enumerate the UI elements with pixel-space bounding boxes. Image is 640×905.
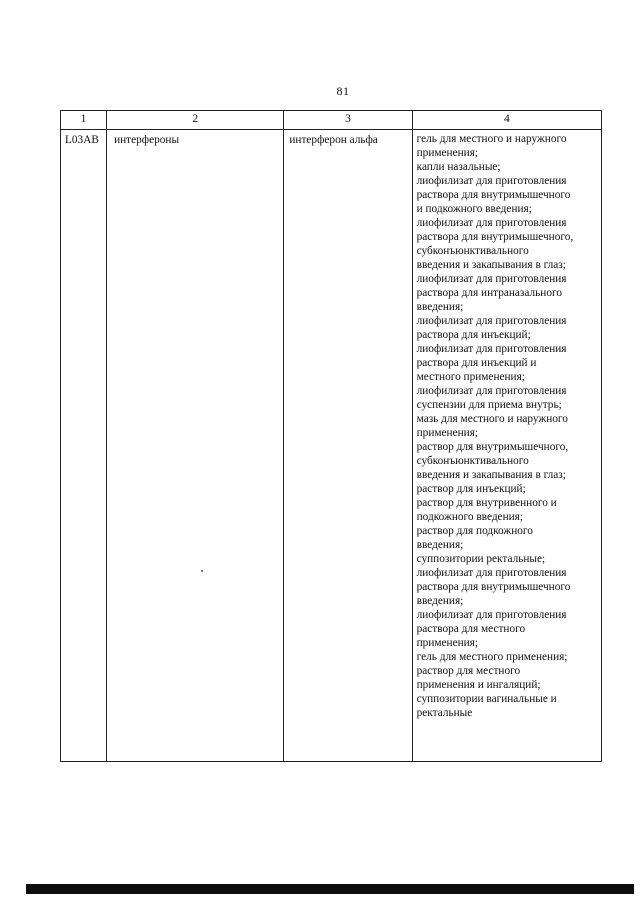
dosage-form-line: гель для местного и наружного: [416, 133, 567, 145]
dosage-form-line: лиофилизат для приготовления: [416, 175, 567, 187]
dosage-form-line: ректальные: [416, 707, 473, 719]
dosage-form-line: капли назальные;: [416, 161, 501, 173]
dosage-form-line: и подкожного введения;: [416, 203, 532, 215]
page-number: 81: [336, 84, 350, 98]
dosage-form-line: лиофилизат для приготовления: [416, 343, 567, 355]
dosage-form-line: суппозитории вагинальные и: [416, 693, 557, 705]
dosage-form-line: раствор для внутривенного и: [416, 497, 557, 509]
dosage-forms-cell: [412, 130, 601, 762]
column-header-3: 3: [284, 111, 412, 130]
dosage-form-line: применения и ингаляций;: [416, 679, 541, 691]
dosage-form-line: раствор для внутримышечного,: [416, 441, 569, 453]
dosage-form-line: лиофилизат для приготовления: [416, 273, 567, 285]
dosage-form-line: местного применения;: [416, 371, 525, 383]
dosage-form-line: субконъюнктивального: [416, 455, 529, 467]
dosage-form-line: раствора для внутримышечного: [416, 581, 571, 593]
dosage-form-line: раствора для инъекций и: [416, 357, 537, 369]
dosage-form-line: подкожного введения;: [416, 511, 524, 523]
dosage-form-line: применения;: [416, 427, 479, 439]
dosage-form-line: лиофилизат для приготовления: [416, 609, 567, 621]
dosage-form-line: субконъюнктивального: [416, 245, 529, 257]
column-header-4: 4: [412, 111, 601, 130]
dosage-form-line: раствора для местного: [416, 623, 526, 635]
dosage-form-line: лиофилизат для приготовления: [416, 385, 567, 397]
column-header-2: 2: [107, 111, 284, 130]
dosage-form-line: суспензии для приема внутрь;: [416, 399, 562, 411]
dosage-form-line: лиофилизат для приготовления: [416, 315, 567, 327]
dosage-form-line: лиофилизат для приготовления: [416, 567, 567, 579]
dosage-form-line: введения;: [416, 301, 464, 313]
dosage-form-line: введения и закапывания в глаз;: [416, 469, 566, 481]
atc-code-cell: L03AB: [61, 130, 107, 762]
dosage-form-line: раствора для внутримышечного,: [416, 231, 574, 243]
dosage-form-line: раствор для инъекций;: [416, 483, 526, 495]
dosage-form-line: раствор для подкожного: [416, 525, 533, 537]
scan-bottom-bar: [26, 884, 634, 894]
dosage-form-line: раствора для внутримышечного: [416, 189, 571, 201]
drug-table: [60, 110, 602, 762]
dosage-form-line: гель для местного применения;: [416, 651, 568, 663]
dosage-form-line: применения;: [416, 147, 479, 159]
table-header-row: [61, 111, 602, 130]
dosage-form-line: раствор для местного: [416, 665, 521, 677]
dosage-form-line: применения;: [416, 637, 479, 649]
dosage-form-line: суппозитории ректальные;: [416, 553, 546, 565]
dosage-form-line: лиофилизат для приготовления: [416, 217, 567, 229]
column-header-1: 1: [61, 111, 107, 130]
dosage-forms-list: [417, 132, 601, 720]
dosage-form-line: введения и закапывания в глаз;: [416, 259, 566, 271]
pharmacological-group-cell: интерфероны: [107, 130, 284, 762]
dosage-form-line: раствора для инъекций;: [416, 329, 531, 341]
scan-speck: [201, 570, 203, 572]
dosage-form-line: введения;: [416, 539, 464, 551]
dosage-form-line: мазь для местного и наружного: [416, 413, 568, 425]
dosage-form-line: раствора для интраназального: [416, 287, 562, 299]
dosage-form-line: введения;: [416, 595, 464, 607]
drug-name-cell: интерферон альфа: [284, 130, 412, 762]
table-row: [61, 130, 602, 762]
